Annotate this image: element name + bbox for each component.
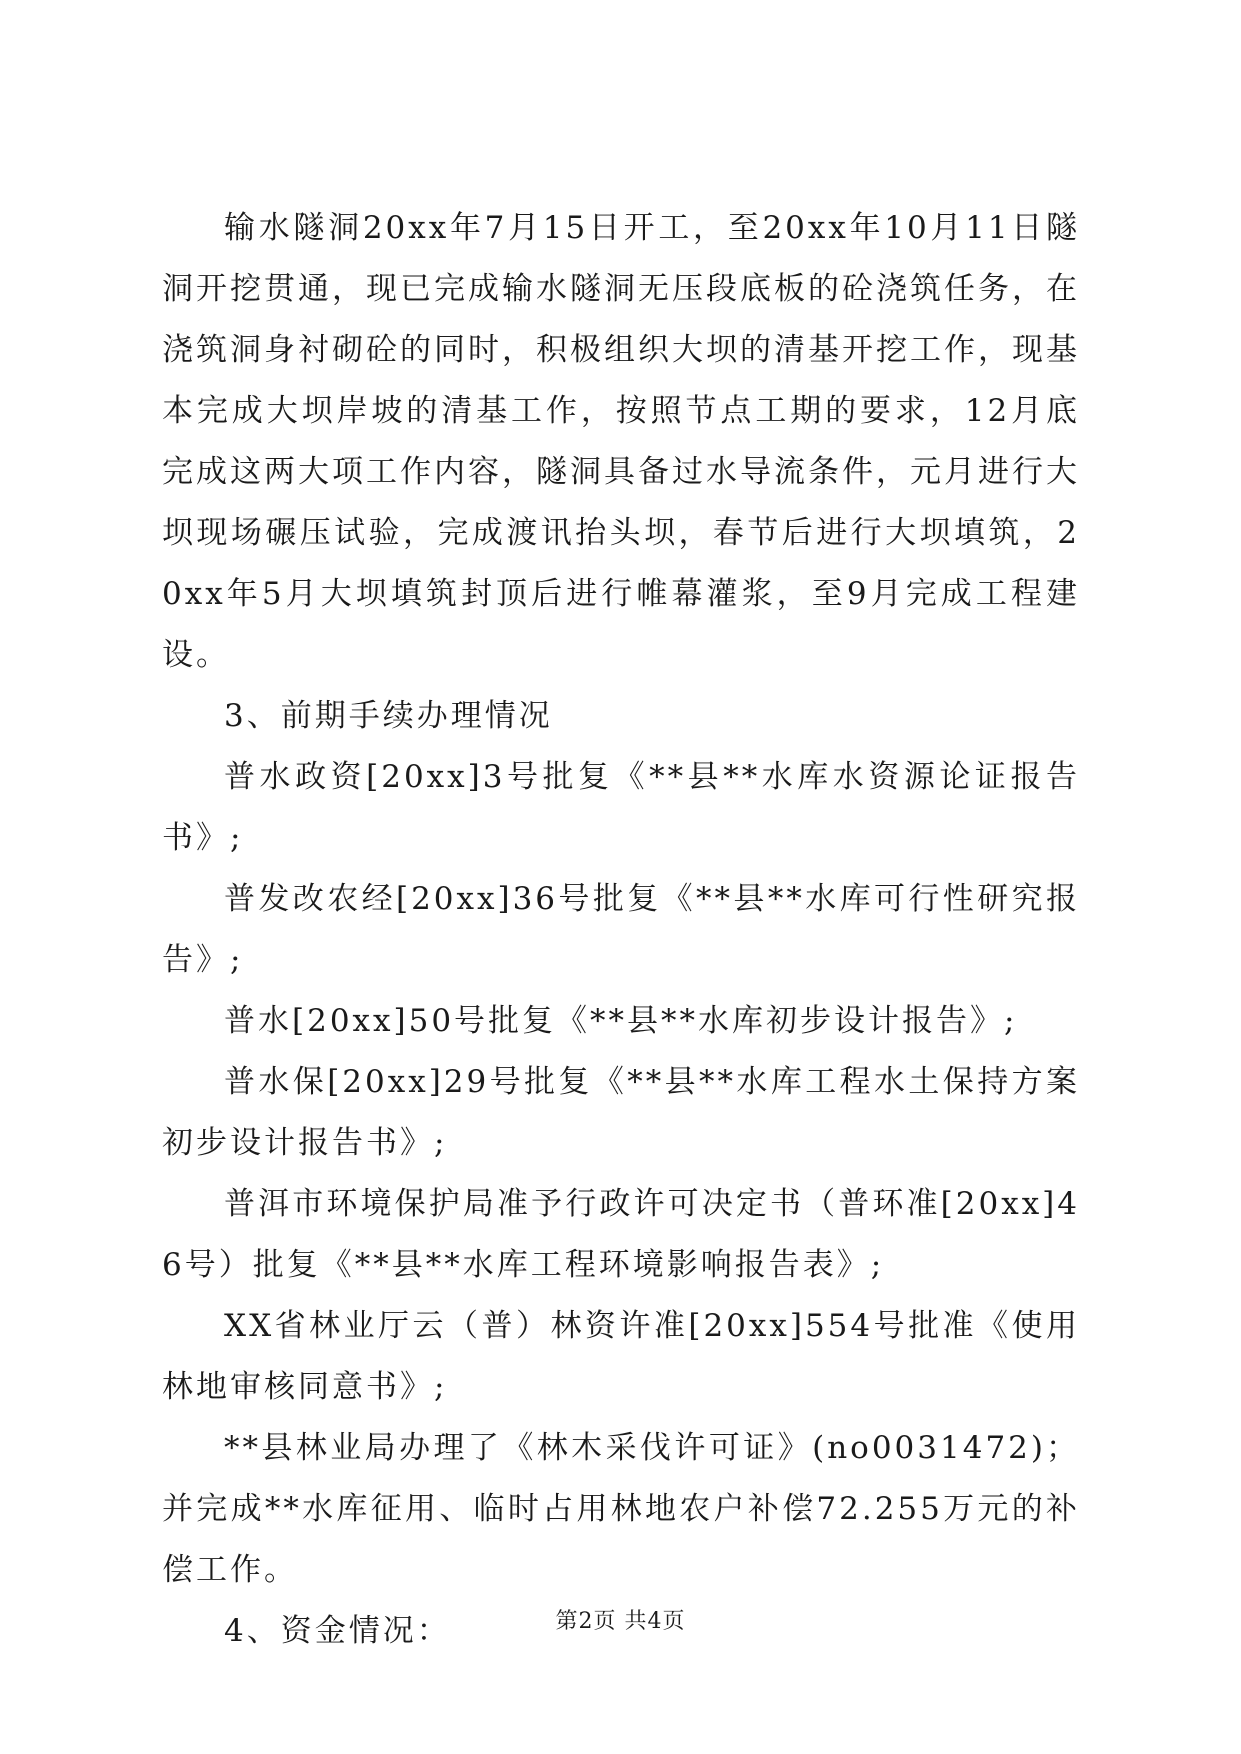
page-number-footer: 第2页 共4页 — [555, 1609, 686, 1634]
section-heading-funding: 4、资金情况： — [224, 1613, 451, 1649]
paragraph-water-resource-approval: 普水政资[20xx]3号批复《**县**水库水资源论证报告书》; — [162, 759, 1080, 856]
paragraph-forest-land-approval: XX省林业厅云（普）林资许准[20xx]554号批准《使用林地审核同意书》; — [162, 1308, 1080, 1405]
document-body — [162, 198, 1080, 1662]
paragraph-soil-conservation-approval: 普水保[20xx]29号批复《**县**水库工程水土保持方案初步设计报告书》; — [162, 1064, 1080, 1161]
paragraph-logging-permit: **县林业局办理了《林木采伐许可证》(no0031472)；并完成**水库征用、临时占用林地农户补偿72.255万元的补偿工作。 — [162, 1430, 1080, 1588]
paragraph-feasibility-approval: 普发改农经[20xx]36号批复《**县**水库可行性研究报告》; — [162, 881, 1080, 978]
paragraph-environmental-approval: 普洱市环境保护局准予行政许可决定书（普环准[20xx]46号）批复《**县**水库工程环境影响报告表》; — [162, 1186, 1080, 1283]
paragraph-tunnel-progress: 输水隧洞20xx年7月15日开工，至20xx年10月11日隧洞开挖贯通，现已完成输水隧洞无压段底板的砼浇筑任务，在浇筑洞身衬砌砼的同时，积极组织大坝的清基开挖工作，现基本完成大坝岸坡的清基工作，按照节点工期的要求，12月底完成这两大项工作内容，隧洞具备过水导流条件，元月进行大坝现场碾压试验，完成渡讯抬头坝，春节后进行大坝填筑，20xx年5月大坝填筑封顶后进行帷幕灌浆，至9月完成工程建设。 — [162, 210, 1080, 673]
paragraph-preliminary-design-approval: 普水[20xx]50号批复《**县**水库初步设计报告》; — [224, 1003, 1018, 1039]
section-heading-preliminary-procedures: 3、前期手续办理情况 — [224, 698, 553, 734]
